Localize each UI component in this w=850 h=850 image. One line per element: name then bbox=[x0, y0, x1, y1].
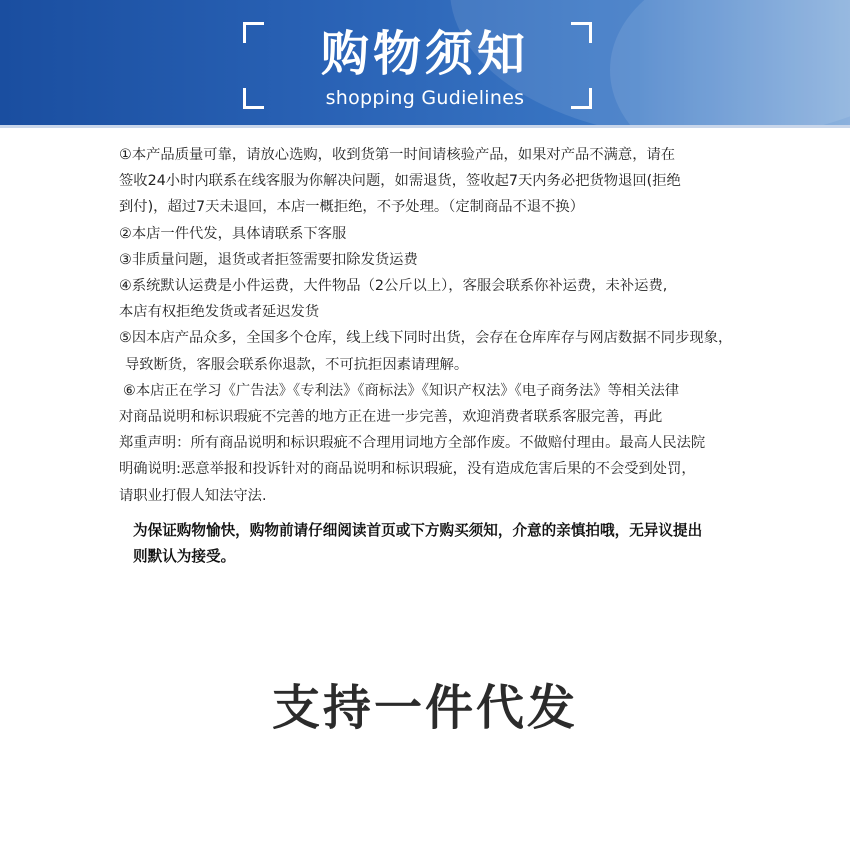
shopping-notes bbox=[119, 142, 779, 509]
purchase-notice bbox=[133, 518, 773, 570]
page-title: 购物须知 bbox=[320, 26, 529, 82]
header-banner bbox=[0, 0, 850, 125]
note-line: 到付)，超过7天未退回，本店一概拒绝，不予处理。（定制商品不退不换） bbox=[119, 199, 585, 216]
note-line: 明确说明:恶意举报和投诉针对的商品说明和标识瑕疵，没有造成危害后果的不会受到处罚， bbox=[119, 461, 696, 478]
note-line: 本店有权拒绝发货或者延迟发货 bbox=[119, 304, 320, 321]
note-line: ②本店一件代发，具体请联系下客服 bbox=[119, 225, 347, 242]
note-line: 请职业打假人知法守法. bbox=[119, 487, 267, 504]
note-line: 郑重声明：所有商品说明和标识瑕疵不合理用词地方全部作废。不做赔付理由。最高人民法院 bbox=[119, 435, 706, 452]
note-line: ④系统默认运费是小件运费，大件物品（2公斤以上），客服会联系你补运费，未补运费, bbox=[119, 278, 668, 295]
note-line: 导致断货，客服会联系你退款，不可抗拒因素请理解。 bbox=[125, 356, 469, 373]
notice-line: 则默认为接受。 bbox=[133, 548, 236, 565]
page-subtitle: shopping Gudielines bbox=[325, 87, 525, 109]
note-line: 对商品说明和标识瑕疵不完善的地方正在进一步完善，欢迎消费者联系客服完善，再此 bbox=[119, 409, 663, 426]
note-line: 签收24小时内联系在线客服为你解决问题，如需退货，签收起7天内务必把货物退回(拒绝 bbox=[119, 173, 681, 190]
note-line: ③非质量问题，退货或者拒签需要扣除发货运费 bbox=[119, 251, 418, 268]
notice-line: 为保证购物愉快，购物前请仔细阅读首页或下方购买须知，介意的亲慎拍哦，无异议提出 bbox=[133, 522, 703, 539]
note-line: ⑥本店正在学习《广告法》《专利法》《商标法》《知识产权法》《电子商务法》等相关法律 bbox=[123, 382, 680, 399]
dropship-banner: 支持一件代发 bbox=[271, 680, 578, 736]
header-divider bbox=[0, 125, 850, 128]
note-line: ⑤因本店产品众多，全国多个仓库，线上线下同时出货，会存在仓库库存与网店数据不同步现象， bbox=[119, 330, 733, 347]
note-line: ①本产品质量可靠，请放心选购，收到货第一时间请核验产品，如果对产品不满意，请在 bbox=[119, 147, 676, 163]
